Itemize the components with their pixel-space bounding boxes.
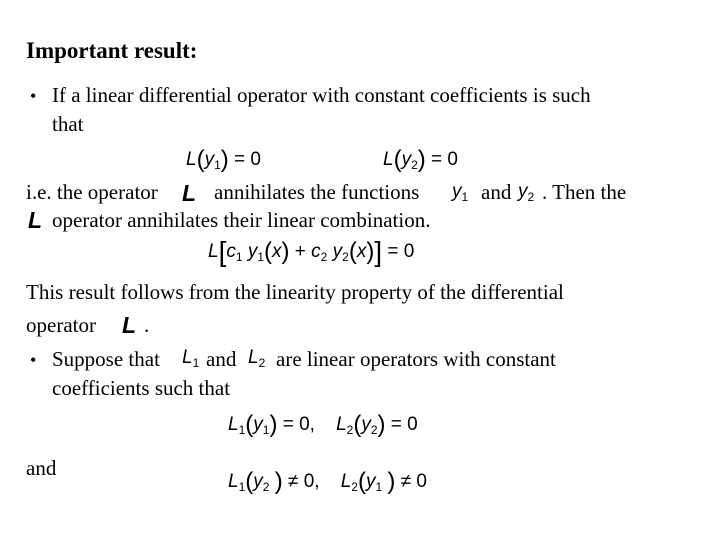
equation-L1y2-L2y1: $L_1(y_2$ ) ≠ 0, $L_2(y_1$ ) ≠ 0 xyxy=(228,468,427,495)
para3-line1: This result follows from the linearity property of the differential xyxy=(26,280,564,304)
para2-and: and xyxy=(481,180,512,204)
para1-line2: that xyxy=(52,112,84,136)
symbol-L1: $L_1$ xyxy=(182,347,200,370)
equation-L-y1: $L(y_1) = 0$ xyxy=(186,146,261,173)
symbol-L2: $L_2$ xyxy=(248,347,266,370)
operator-L-symbol-3: L xyxy=(122,312,137,338)
operator-L-symbol-2: L xyxy=(28,207,43,233)
operator-L-symbol: L xyxy=(182,180,197,206)
para4-and: and xyxy=(206,347,237,371)
para2-prefix: i.e. the operator xyxy=(26,180,158,204)
para4-prefix: Suppose that xyxy=(52,347,160,371)
bullet-marker-2: • xyxy=(30,350,37,370)
equation-L-y2: $L(y_2) = 0$ xyxy=(383,146,458,173)
equation-L1y1-L2y2: $L_1(y_1) = 0$, $L_2(y_2) = 0$ xyxy=(228,411,418,438)
para3-line2-suffix: . xyxy=(144,313,150,337)
para1-line1: If a linear differential operator with constant coefficients is such xyxy=(52,83,591,107)
para4-line2: coefficients such that xyxy=(52,376,231,400)
para2-line2: operator annihilates their linear combination. xyxy=(52,208,431,232)
and-label: and xyxy=(26,456,57,480)
bullet-marker: • xyxy=(30,86,37,106)
para4-suffix: are linear operators with constant xyxy=(276,347,556,371)
para2-suffix: . Then the xyxy=(542,180,627,204)
equation-linear-combination: $L[c_1$ $y_1(x) + c_2$ $y_2(x)] = 0$ xyxy=(208,236,415,267)
symbol-y1: $y_1$ xyxy=(452,181,469,204)
symbol-y2: $y_2$ xyxy=(518,181,535,204)
para3-line2-prefix: operator xyxy=(26,313,96,337)
para2-middle: annihilates the functions xyxy=(214,180,420,204)
slide-title: Important result: xyxy=(26,38,198,63)
